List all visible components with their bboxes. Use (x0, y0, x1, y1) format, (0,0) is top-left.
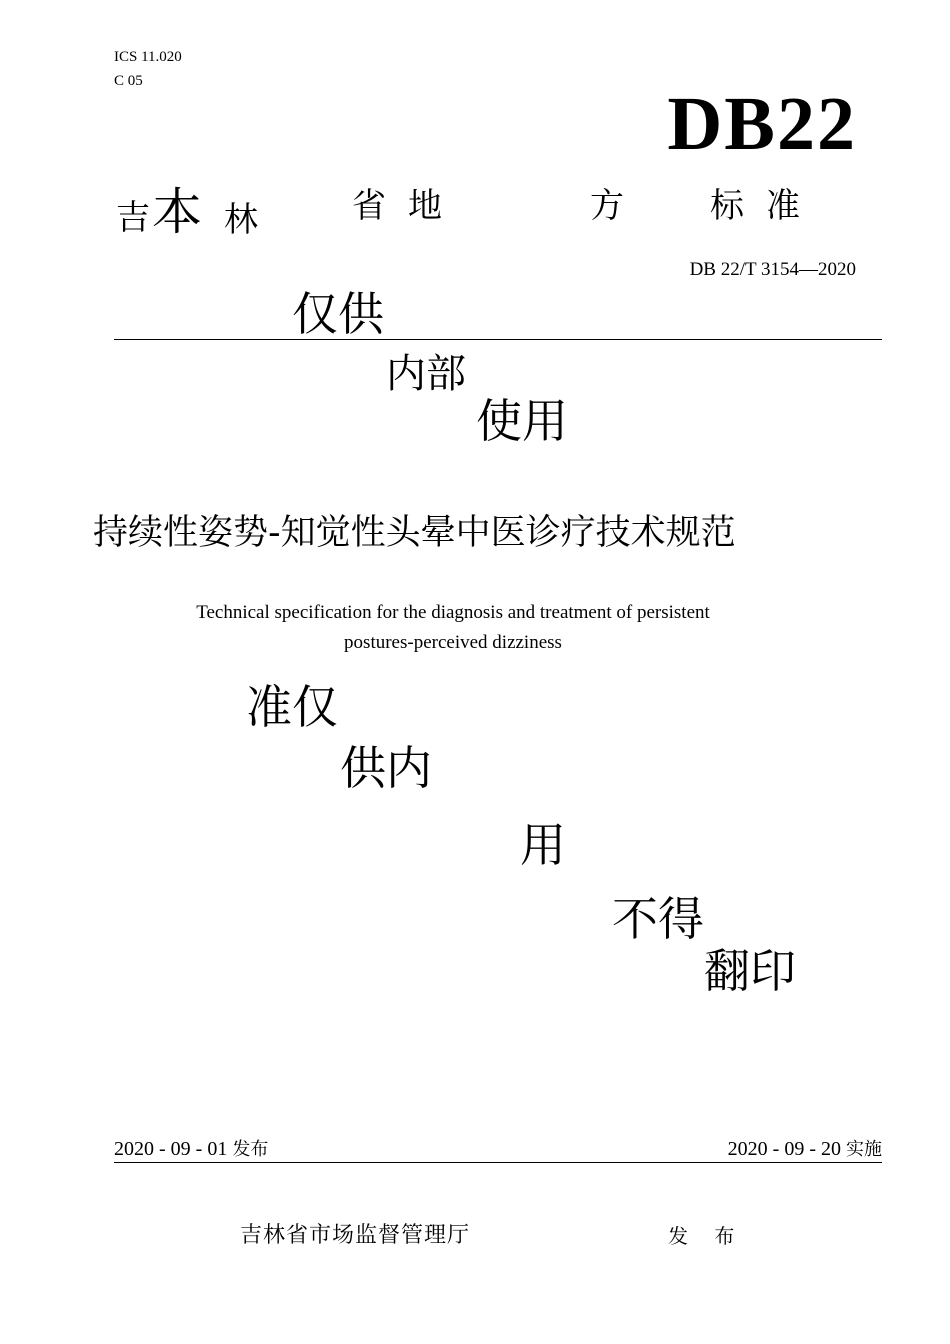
watermark-line-6: 用 (520, 818, 566, 872)
std-type-char-5: 地 (408, 186, 442, 226)
std-type-char-4: 省 (352, 186, 386, 226)
release-date: 2020 - 09 - 01 (114, 1138, 228, 1160)
std-type-char-1: 吉 (116, 198, 150, 238)
document-title-en-line2: postures-perceived dizziness (344, 632, 562, 653)
release-date-block (114, 1137, 268, 1162)
release-label: 发布 (232, 1139, 269, 1160)
watermark-line-8: 翻印 (704, 944, 796, 998)
std-type-char-7: 标 (710, 186, 744, 226)
effective-label: 实施 (846, 1139, 882, 1160)
publisher: 吉林省市场监督管理厅 (240, 1223, 471, 1248)
document-title-en-line1: Technical specification for the diagnosis and treatment of persistent (196, 602, 710, 623)
watermark-line-1: 仅供 (292, 287, 384, 341)
document-title-cn: 持续性姿势-知觉性头晕中医诊疗技术规范 (93, 513, 736, 553)
watermark-line-3: 使用 (476, 394, 568, 448)
std-type-char-6: 方 (590, 186, 624, 226)
watermark-line-4: 准仅 (246, 680, 338, 734)
watermark-line-2: 内部 (386, 351, 466, 397)
footer-rule (114, 1162, 882, 1163)
effective-date-block (728, 1137, 882, 1162)
std-type-char-8: 准 (766, 186, 800, 226)
db-mark: DB22 (667, 82, 857, 166)
publish-word: 发 布 (668, 1224, 745, 1248)
ics-code: ICS 11.020 (114, 49, 182, 65)
effective-date: 2020 - 09 - 20 (727, 1138, 841, 1160)
std-type-char-2: 本 (152, 183, 202, 241)
header-rule (114, 339, 882, 340)
watermark-line-7: 不得 (612, 892, 704, 946)
std-type-char-3: 林 (224, 200, 258, 240)
standard-number: DB 22/T 3154—2020 (689, 259, 856, 280)
ccs-code: C 05 (114, 73, 143, 89)
watermark-line-5: 供内 (340, 741, 432, 795)
